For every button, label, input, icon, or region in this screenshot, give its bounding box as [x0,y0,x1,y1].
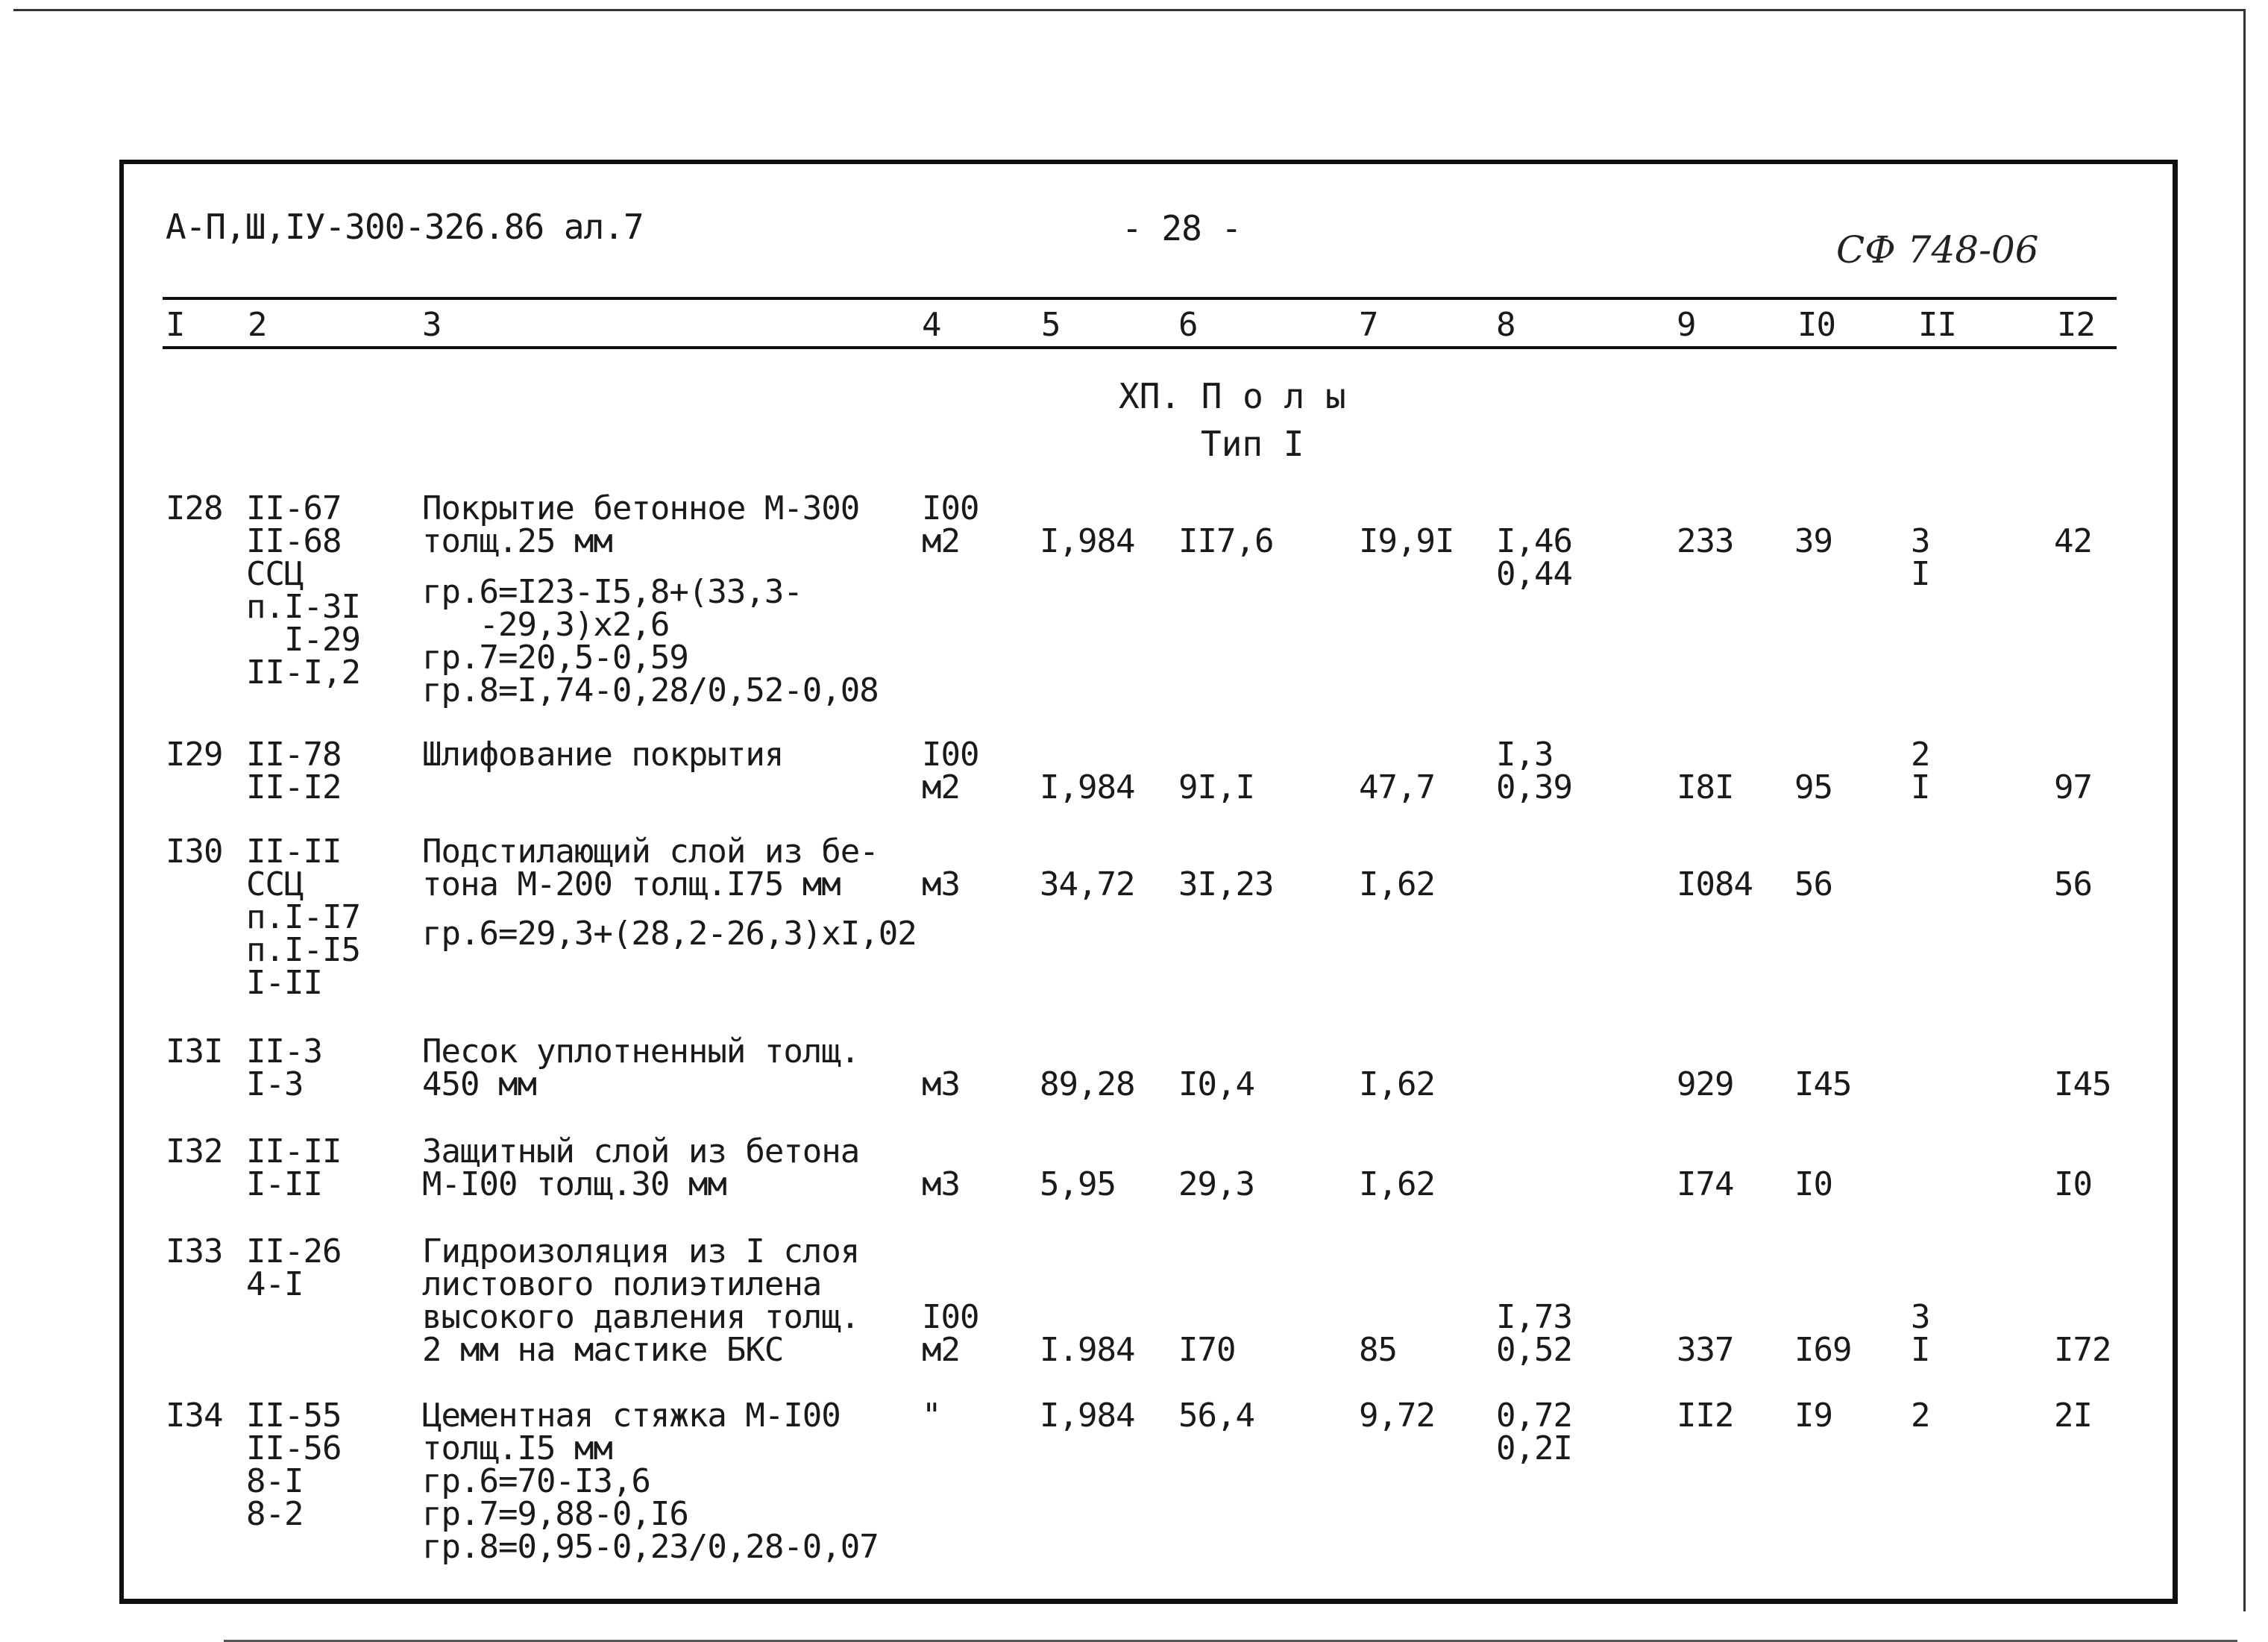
header-rule-top [163,297,2117,300]
row-col12: 42 [2054,522,2092,560]
row-col5: I,984 [1040,1397,1135,1435]
row-col11: 3 I [1911,1298,1930,1369]
column-header-7: 7 [1359,306,1378,344]
row-col9: I8I [1677,768,1734,806]
row-description: Покрытие бетонное М-300 толщ.25 мм [422,489,860,560]
row-col12: I45 [2054,1065,2111,1103]
row-col7: I,62 [1359,865,1435,903]
row-unit: м3 [922,1165,960,1203]
row-unit: " [922,1397,941,1435]
row-unit: м3 [922,865,960,903]
handwritten-stamp: СФ 748-06 [1836,228,2039,272]
row-number: I30 [166,833,223,871]
row-col8: I,73 0,52 [1496,1298,1572,1369]
section-title: ХП. П о л ы [1119,376,1346,416]
row-col10: I45 [1794,1065,1852,1103]
row-number: I3I [166,1032,223,1071]
row-col7: I9,9I [1359,522,1454,560]
row-unit: м3 [922,1065,960,1103]
row-col11: 2 [1911,1397,1930,1435]
row-col7: 85 [1359,1331,1397,1369]
row-col9: I084 [1677,865,1753,903]
row-description: Шлифование покрытия [422,736,784,774]
column-header-3: 3 [422,306,442,344]
section-subtitle: Тип I [1201,424,1304,464]
row-col5: I.984 [1040,1331,1135,1369]
row-col7: I,62 [1359,1165,1435,1203]
header-rule-bottom [163,346,2117,349]
row-col7: 47,7 [1359,768,1435,806]
row-calculation: гр.6=I23-I5,8+(33,3- -29,3)x2,6 гр.7=20,5-0,59 гр.8=I,74-0,28/0,52-0,08 [422,573,879,709]
row-col8: 0,72 0,2I [1496,1397,1572,1467]
row-col8: I,3 0,39 [1496,736,1572,806]
row-codes: II-3 I-3 [246,1032,322,1103]
row-col12: I0 [2054,1165,2092,1203]
row-col10: 39 [1794,522,1832,560]
row-col6: 9I,I [1178,768,1254,806]
column-header-5: 5 [1041,306,1061,344]
row-col6: 29,3 [1178,1165,1254,1203]
row-col12: 56 [2054,865,2092,903]
row-col5: 34,72 [1040,865,1135,903]
row-number: I32 [166,1132,223,1171]
column-header-10: I0 [1797,306,1835,344]
page-number: - 28 - [1122,208,1242,248]
column-header-4: 4 [922,306,941,344]
column-header-8: 8 [1496,306,1515,344]
row-col6: 3I,23 [1178,865,1274,903]
row-col9: I74 [1677,1165,1734,1203]
row-number: I28 [166,489,223,527]
column-header-1: I [166,306,185,344]
row-unit: I00 м2 [922,1298,979,1369]
row-codes: II-78 II-I2 [246,736,342,806]
row-col10: I69 [1794,1331,1852,1369]
document-code: А-П,Ш,IУ-300-326.86 ал.7 [166,207,644,247]
row-col7: 9,72 [1359,1397,1435,1435]
column-header-6: 6 [1178,306,1198,344]
row-col8: I,46 0,44 [1496,522,1572,593]
column-header-11: II [1918,306,1956,344]
row-number: I29 [166,736,223,774]
row-codes: II-II ССЦ п.I-I7 п.I-I5 I-II [246,833,360,1002]
row-unit: I00 м2 [922,736,979,806]
scan-edge-right [2243,9,2246,1611]
row-col9: 337 [1677,1331,1734,1369]
row-col10: 95 [1794,768,1832,806]
row-col5: 89,28 [1040,1065,1135,1103]
row-description: Гидроизоляция из I слоя листового полиэтилена высокого давления толщ. 2 мм на мастике БКС [422,1232,860,1369]
scan-edge-top [13,9,2243,11]
row-calculation: гр.6=29,3+(28,2-26,3)xI,02 [422,915,917,953]
column-header-2: 2 [248,306,267,344]
row-col9: II2 [1677,1397,1734,1435]
row-col11: 2 I [1911,736,1930,806]
row-col6: 56,4 [1178,1397,1254,1435]
row-col12: I72 [2054,1331,2111,1369]
row-col9: 929 [1677,1065,1734,1103]
row-number: I33 [166,1232,223,1270]
row-col6: I0,4 [1178,1065,1254,1103]
row-codes: II-67 II-68 ССЦ п.I-3I I-29 II-I,2 [246,489,360,692]
row-col11: 3 I [1911,522,1930,593]
row-number: I34 [166,1397,223,1435]
column-header-12: I2 [2057,306,2095,344]
row-col9: 233 [1677,522,1734,560]
row-col5: 5,95 [1040,1165,1116,1203]
row-col10: 56 [1794,865,1832,903]
row-col6: II7,6 [1178,522,1274,560]
row-col12: 97 [2054,768,2092,806]
row-col5: I,984 [1040,768,1135,806]
column-header-9: 9 [1677,306,1696,344]
row-col7: I,62 [1359,1065,1435,1103]
row-col5: I,984 [1040,522,1135,560]
row-codes: II-55 II-56 8-I 8-2 [246,1397,342,1533]
row-col10: I9 [1794,1397,1832,1435]
row-description: Цементная стяжка М-I00 толщ.I5 мм гр.6=70-I3,6 гр.7=9,88-0,I6 гр.8=0,95-0,23/0,28-0,07 [422,1397,879,1566]
row-description: Песок уплотненный толщ. 450 мм [422,1032,860,1103]
row-codes: II-26 4-I [246,1232,342,1303]
row-col12: 2I [2054,1397,2092,1435]
row-description: Подстилающий слой из бе- тона М-200 толщ.I75 мм [422,833,879,903]
row-col10: I0 [1794,1165,1832,1203]
row-unit: I00 м2 [922,489,979,560]
row-codes: II-II I-II [246,1132,342,1203]
row-col6: I70 [1178,1331,1236,1369]
row-description: Защитный слой из бетона М-I00 толщ.30 мм [422,1132,860,1203]
